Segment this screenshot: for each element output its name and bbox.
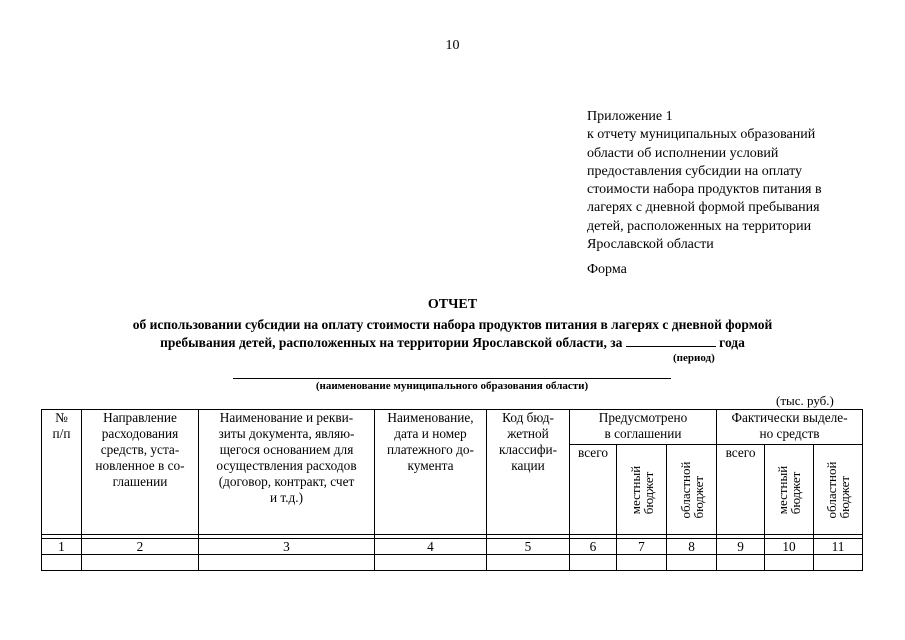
header-text: бюджет (837, 475, 853, 518)
table-cell[interactable] (717, 555, 765, 571)
header-text: кумента (407, 458, 454, 473)
table-cell[interactable] (375, 555, 487, 571)
appendix-line: Приложение 1 (587, 109, 673, 124)
appendix-note (587, 108, 887, 254)
header-text: кации (511, 458, 545, 473)
header-text: № (55, 410, 68, 425)
header-agreement-total: всего (570, 445, 617, 535)
header-text: расходования (101, 426, 179, 441)
table-cell[interactable] (814, 555, 863, 571)
column-number-row (42, 539, 863, 555)
header-text: дата и номер (394, 426, 467, 441)
header-number (42, 410, 82, 535)
column-number: 11 (814, 539, 863, 555)
header-text: бюджет (640, 471, 656, 514)
report-table (41, 409, 863, 571)
column-number: 9 (717, 539, 765, 555)
table-cell[interactable] (667, 555, 717, 571)
header-text: областной (677, 461, 693, 518)
subtitle-line-2-text: пребывания детей, расположенных на территории Ярославской области, за (160, 335, 623, 350)
report-subtitle (0, 316, 905, 352)
table-cell[interactable] (487, 555, 570, 571)
table-cell[interactable] (570, 555, 617, 571)
header-text: классифи- (498, 442, 558, 457)
column-number: 4 (375, 539, 487, 555)
appendix-line: к отчету муниципальных образований (587, 127, 816, 143)
header-text: Направление (103, 410, 177, 425)
header-agreement-regional (667, 445, 717, 535)
table-cell[interactable] (42, 555, 82, 571)
municipality-caption: (наименование муниципального образования области) (315, 380, 589, 392)
appendix-line: Ярославской области (587, 237, 714, 253)
column-number: 2 (82, 539, 199, 555)
header-text: бюджет (788, 471, 804, 514)
appendix-line: лагерях с дневной формой пребывания (587, 200, 820, 216)
header-text: новленное в со- (95, 458, 185, 473)
header-text: жетной (507, 426, 549, 441)
header-text: местный (627, 465, 643, 514)
page-number: 10 (445, 38, 460, 53)
header-text: средств, уста- (100, 442, 180, 457)
header-text: Код бюд- (502, 410, 554, 425)
report-title: ОТЧЕТ (427, 297, 478, 312)
column-number: 10 (765, 539, 814, 555)
appendix-line: области об исполнении условий (587, 145, 779, 161)
header-text: в соглашении (604, 426, 682, 441)
header-text: (договор, контракт, счет (218, 474, 355, 489)
header-document (199, 410, 375, 535)
header-text: щегося основанием для (219, 442, 354, 457)
column-number: 6 (570, 539, 617, 555)
header-agreement-local (617, 445, 667, 535)
header-agreement-group (570, 410, 717, 445)
subtitle-line-1: об использовании субсидии на оплату стоимости набора продуктов питания в лагерях с дневной формой (132, 317, 773, 332)
column-number: 3 (199, 539, 375, 555)
table-cell[interactable] (765, 555, 814, 571)
header-text: Наименование, (387, 410, 474, 425)
header-text: областной (824, 461, 840, 518)
header-text: осуществления расходов (216, 458, 357, 473)
header-text: бюджет (690, 475, 706, 518)
header-actual-total: всего (717, 445, 765, 535)
header-text: местный (775, 465, 791, 514)
header-payment-document (375, 410, 487, 535)
header-text: зиты документа, являю- (218, 426, 355, 441)
appendix-line: стоимости набора продуктов питания в (587, 182, 822, 198)
units-label: (тыс. руб.) (776, 393, 834, 408)
table-cell[interactable] (82, 555, 199, 571)
column-number: 1 (42, 539, 82, 555)
header-text: Фактически выделе- (731, 410, 848, 425)
header-text: Предусмотрено (598, 410, 688, 425)
subtitle-year-word: года (719, 335, 745, 350)
period-caption: (период) (673, 352, 715, 364)
appendix-line: детей, расположенных на территории (587, 218, 812, 234)
period-blank (626, 334, 716, 347)
column-number: 8 (667, 539, 717, 555)
header-row-1 (42, 410, 863, 445)
header-text: глашении (112, 474, 168, 489)
column-number: 5 (487, 539, 570, 555)
table-row (42, 555, 863, 571)
municipality-blank-line (233, 378, 671, 379)
header-actual-group (717, 410, 863, 445)
appendix-line: предоставления субсидии на оплату (587, 163, 803, 179)
header-actual-regional (814, 445, 863, 535)
subtitle-line-2 (0, 334, 905, 352)
header-text: и т.д.) (269, 490, 304, 505)
header-budget-code (487, 410, 570, 535)
table-cell[interactable] (199, 555, 375, 571)
header-actual-local (765, 445, 814, 535)
table-cell[interactable] (617, 555, 667, 571)
column-number: 7 (617, 539, 667, 555)
form-label: Форма (587, 262, 627, 277)
header-text: платежного до- (387, 442, 474, 457)
header-text: п/п (52, 426, 71, 441)
header-direction (82, 410, 199, 535)
header-text: Наименование и рекви- (219, 410, 354, 425)
header-text: но средств (759, 426, 820, 441)
